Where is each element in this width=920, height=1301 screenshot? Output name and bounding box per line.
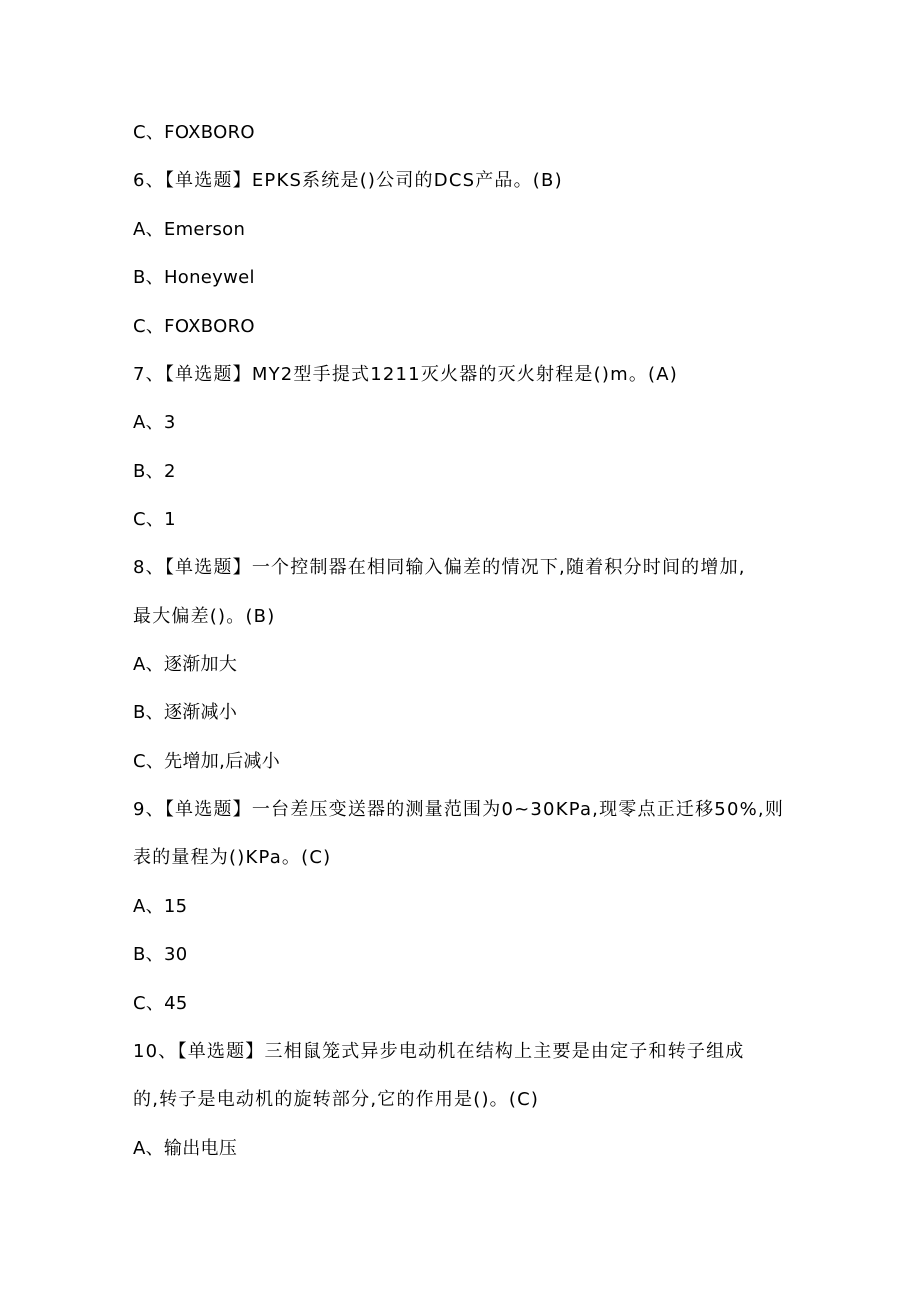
option-c-q8: C、先增加,后减小 <box>133 751 280 772</box>
option-c-q5: C、FOXBORO <box>133 122 255 143</box>
option-b-q6: B、Honeywel <box>133 267 255 288</box>
question-10-line-1: 10、【单选题】三相鼠笼式异步电动机在结构上主要是由定子和转子组成 <box>133 1041 745 1062</box>
question-9-line-1: 9、【单选题】一台差压变送器的测量范围为0~30KPa,现零点正迁移50%,则 <box>133 799 785 820</box>
option-a-q6: A、Emerson <box>133 219 246 240</box>
option-a-q8: A、逐渐加大 <box>133 654 238 675</box>
option-c-q6: C、FOXBORO <box>133 316 255 337</box>
option-a-q7: A、3 <box>133 412 176 433</box>
question-8-line-1: 8、【单选题】一个控制器在相同输入偏差的情况下,随着积分时间的增加, <box>133 557 746 578</box>
question-7: 7、【单选题】MY2型手提式1211灭火器的灭火射程是()m。(A) <box>133 364 678 385</box>
option-a-q9: A、15 <box>133 896 188 917</box>
option-c-q7: C、1 <box>133 509 176 530</box>
option-c-q9: C、45 <box>133 993 188 1014</box>
option-b-q8: B、逐渐减小 <box>133 702 238 723</box>
option-b-q7: B、2 <box>133 461 176 482</box>
option-a-q10: A、输出电压 <box>133 1138 238 1159</box>
question-10-line-2: 的,转子是电动机的旋转部分,它的作用是()。(C) <box>133 1089 540 1110</box>
question-8-line-2: 最大偏差()。(B) <box>133 606 276 627</box>
option-b-q9: B、30 <box>133 944 188 965</box>
question-9-line-2: 表的量程为()KPa。(C) <box>133 847 332 868</box>
question-6: 6、【单选题】EPKS系统是()公司的DCS产品。(B) <box>133 170 563 191</box>
